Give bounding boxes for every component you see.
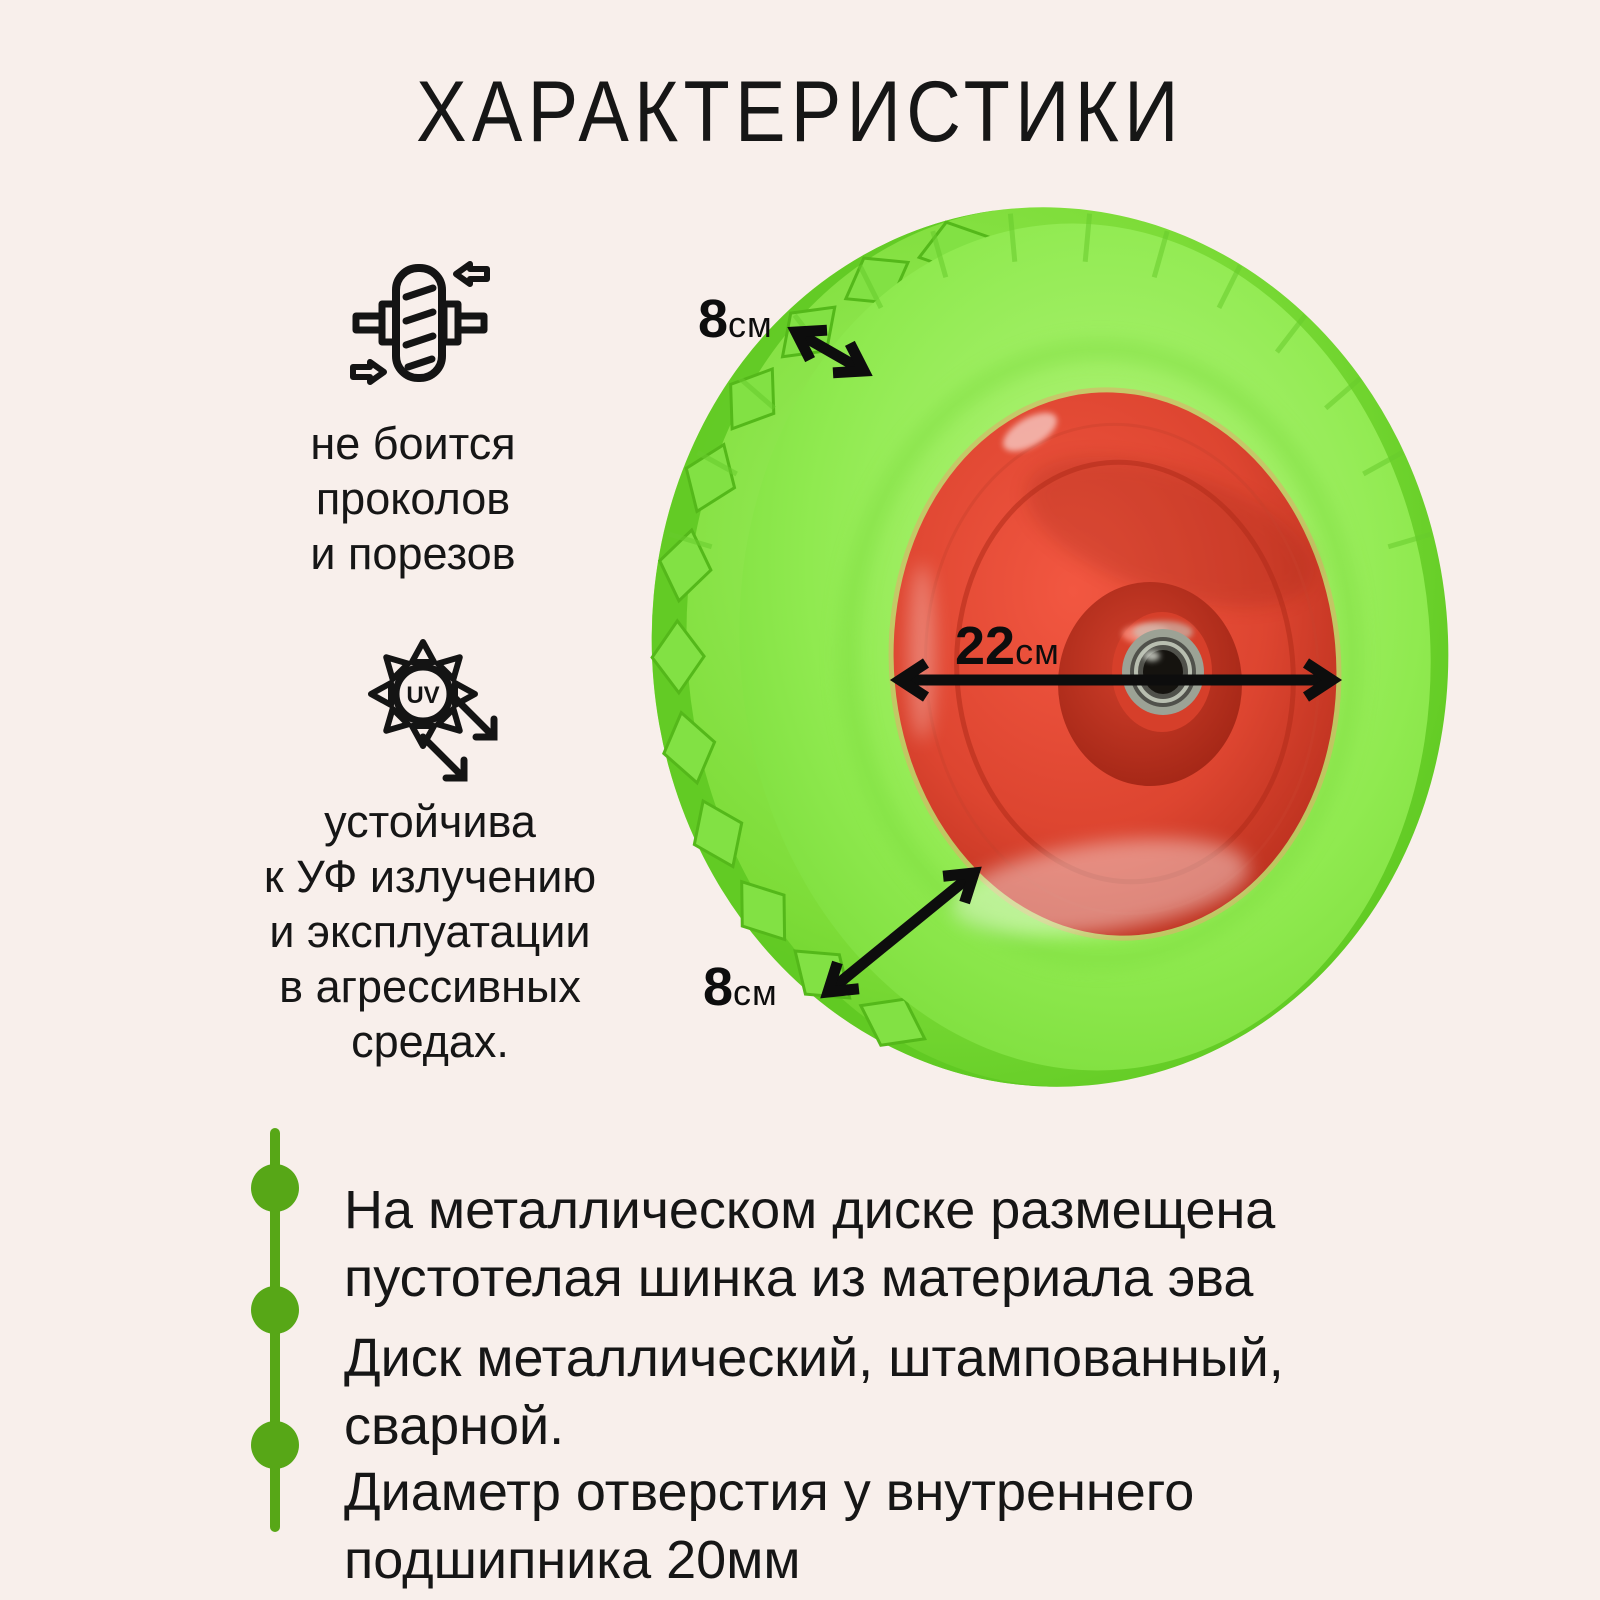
feature-line: к УФ излучению: [263, 851, 597, 902]
dimension-label-top: 8см: [698, 289, 773, 349]
bullet-dot: [251, 1286, 299, 1334]
sun-ray-icon: [371, 683, 391, 705]
arrow-left-icon: [456, 264, 487, 284]
tire-puncture-icon: [350, 260, 490, 388]
uv-sun-icon: [358, 634, 518, 786]
feature-line: проколов: [315, 473, 511, 524]
axle-bearing: [1122, 629, 1204, 715]
dimension-label-diameter: 22см: [955, 616, 1060, 676]
bullet-text: Диаметр отверстия у внутреннего подшипника 20мм: [344, 1462, 1195, 1590]
bullet-dot: [251, 1421, 299, 1469]
feature-line: не боится: [310, 418, 516, 469]
dimension-label-bottom: 8см: [703, 957, 778, 1017]
feature-puncture-text: [240, 416, 586, 581]
wheel-image: [610, 182, 1530, 1117]
feature-line: устойчива: [324, 796, 536, 847]
page-title: ХАРАКТЕРИСТИКИ: [416, 64, 1184, 160]
bullet-text: На металлическом диске размещена пустотелая шинка из материала эва: [344, 1180, 1276, 1308]
feature-line: в агрессивных: [279, 961, 581, 1012]
bullet-text: Диск металлический, штампованный, сварной.: [344, 1328, 1284, 1456]
arrow-right-icon: [353, 362, 384, 382]
feature-line: средах.: [351, 1016, 509, 1067]
sun-ray-icon: [412, 642, 434, 662]
uv-arrow-icon: [423, 737, 464, 778]
bullet-dot: [251, 1164, 299, 1212]
feature-uv-text: [228, 794, 632, 1069]
uv-label: UV: [406, 682, 440, 709]
feature-line: и эксплуатации: [269, 906, 591, 957]
feature-line: и порезов: [310, 528, 516, 579]
